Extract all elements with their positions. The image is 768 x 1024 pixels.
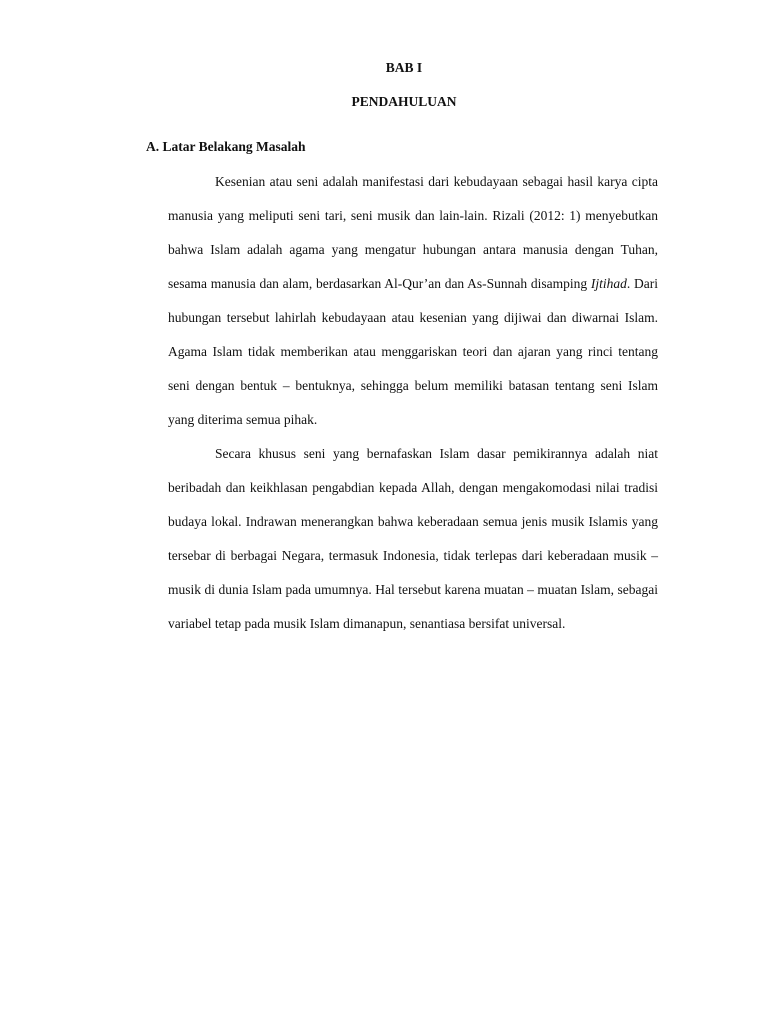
chapter-number: BAB I bbox=[385, 60, 423, 75]
section-heading: A. Latar Belakang Masalah bbox=[146, 139, 306, 154]
paragraph-1 bbox=[168, 165, 658, 437]
paragraph-2: Secara khusus seni yang bernafaskan Islam dasar pemikirannya adalah niat beribadah dan keikhlasan pengabdian kepada Allah, dengan mengakomodasi nilai tradisi budaya lokal. Indrawan menerangkan bahwa keberadaan semua jenis musik Islamis yang tersebar di berbagai Negara, termasuk Indonesia, tidak terlepas dari keberadaan musik – musik di dunia Islam pada umumnya. Hal tersebut karena muatan – muatan Islam, sebagai variabel tetap pada musik Islam dimanapun, senantiasa bersifat universal. bbox=[168, 446, 658, 631]
chapter-title: PENDAHULUAN bbox=[351, 94, 457, 109]
body-text bbox=[168, 165, 658, 641]
paragraph-1-italic-term: Ijtihad bbox=[590, 276, 627, 291]
paragraph-1-text-b: . Dari hubungan tersebut lahirlah kebudayaan atau kesenian yang dijiwai dan diwarnai Islam. Agama Islam tidak memberikan atau menggariskan teori dan ajaran yang rinci tentang seni dengan bentuk – bentuknya, sehingga belum memiliki batasan tentang seni Islam yang diterima semua pihak. bbox=[168, 276, 658, 427]
paragraph-1-text-a: Kesenian atau seni adalah manifestasi dari kebudayaan sebagai hasil karya cipta manusia yang meliputi seni tari, seni musik dan lain-lain. Rizali (2012: 1) menyebutkan bahwa Islam adalah agama yang mengatur hubungan antara manusia dengan Tuhan, sesama manusia dan alam, berdasarkan Al-Qur’an dan As-Sunnah disamping bbox=[168, 174, 658, 291]
